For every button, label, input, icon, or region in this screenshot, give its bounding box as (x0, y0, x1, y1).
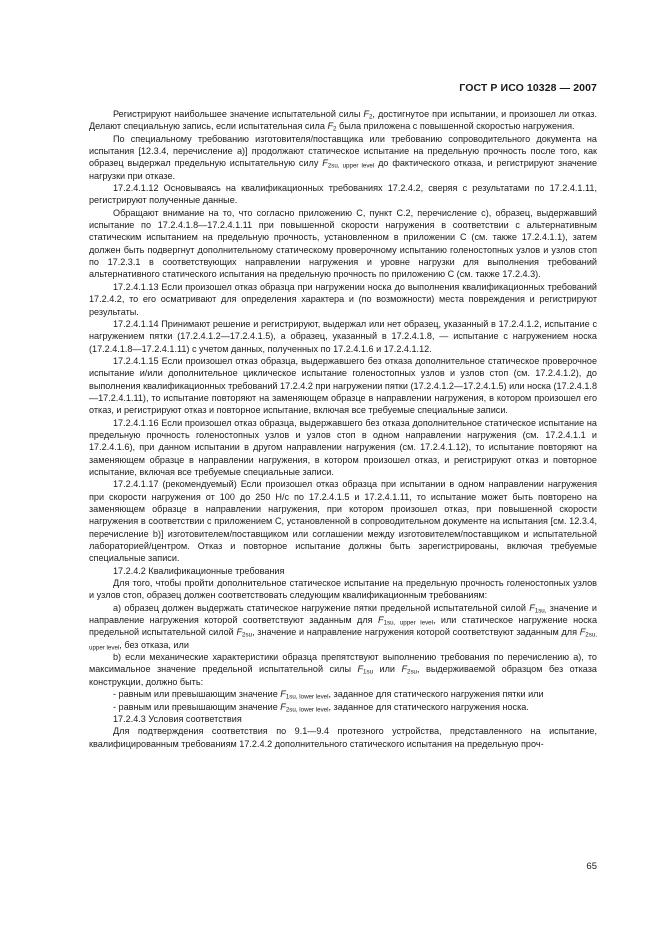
paragraph-max-force-record: Регистрируют наибольшее значение испытательной силы $F_2$, достигнутое при испытании, и произошел ли отказ. Делают специальную запись, если испытательная сила $F_2$ была приложена с повышенной скоростью нагружения. (89, 109, 598, 133)
paragraph-annex-c-note: Обращают внимание на то, что согласно приложению С, пункт С.2, перечисление с), образец, выдержавший испытание по 17.2.4.1.8—17.2.4.1.11 при повышенной скорости нагружения в соответствии с альтернативным статическим испытанием на предельную прочность, установленном в приложении С (см. также 17.2.4.1.1), затем должен быть подвергнут дополнительному статическому проверочному испытанию голеностопных узлов и узлов стоп по 17.2.3.1 в соответствующих направлении нагружения и уровне нагрузки для выполнения требований альтернативного статического испытания на предельную прочность по приложению С (см. также 17.2.4.3). (89, 207, 597, 280)
dash-item-toe: - равным или превышающим значение $F_{2su, lower level}$, заданное для статического нагружения носка. (113, 701, 529, 713)
document-header: ГОСТ Р ИСО 10328 — 2007 (459, 82, 597, 94)
paragraph-17-2-4-1-12: 17.2.4.1.12 Основываясь на квалификационных требованиях 17.2.4.2, сверяя с результатами по 17.2.4.1.11, регистрируют полученные данные. (89, 183, 597, 206)
list-item-a: а) образец должен выдержать статическое нагружение пятки предельной испытательной силой $F_{1su,}$ значение и направление нагружения которой соответствуют заданным для $F_{1su, upper level}$, или статическое нагружение носка предельной испытательной силой $F_{2su}$, значение и направление нагружения которой соответствуют заданным для $F_{2su, upper level}$, без отказа, или (89, 602, 598, 652)
section-heading-17-2-4-2: 17.2.4.2 Квалификационные требования (113, 565, 285, 576)
paragraph-17-2-4-1-13: 17.2.4.1.13 Если произошел отказ образца при нагружении носка до выполнения квалификационных требований 17.2.4.2, то его осматривают для определения характера и (по возможности) места повреждения и регистрируют результаты. (89, 281, 597, 317)
paragraph-17-2-4-1-17: 17.2.4.1.17 (рекомендуемый) Если произошел отказ образца при испытании в одном направлении нагружения при скорости нагружения от 100 до 250 Н/с по 17.2.4.1.5 и 17.2.4.1.11, то испытание может быть повторено на заменяющем образце в направлении нагружения, при котором произошел отказ, при повышенной скорости нагружения в соответствии с приложением С, установленной в сопроводительном документе на испытания [см. 12.3.4, перечисление b)] изготовителем/поставщиком или соглашении между изготовителем/поставщиком и испытательной лабораторией/центром. Отказ и повторное испытание должны быть зарегистрированы, включая требуемые специальные записи. (89, 479, 597, 564)
paragraph-qualification-intro: Для того, чтобы пройти дополнительное статическое испытание на предельную прочность голеностопных узлов и узлов стоп, образец должен соответствовать следующим квалификационным требованиям: (89, 578, 597, 601)
dash-item-heel: - равным или превышающим значение $F_{1su, lower level}$, заданное для статического нагружения пятки или (113, 689, 544, 701)
paragraph-17-2-4-1-16: 17.2.4.1.16 Если произошел отказ образца, выдержавшего без отказа дополнительное статическое испытание на предельную прочность голеностопных узлов и узлов стоп в одном направлении нагружения (см. 17.2.4.1.1 и 17.2.4.1.6), при данном испытании в другом направлении нагружения (см. 17.2.4.1.12), то испытание повторяют на заменяющем образце в направлении нагружения, в котором произошел отказ, и регистрируют отказ и повторное испытание, включая все требуемые специальные записи. (89, 417, 597, 477)
paragraph-special-request: По специальному требованию изготовителя/поставщика или требованию сопроводительного документа на испытания [12.3.4, перечисление а)] продолжают статическое испытание на предельную прочность после того, как образец выдержал предельную испытательную силу $F_{2su, upper level}$ до фактического отказа, и регистрируют значение нагрузки при отказе. (89, 133, 598, 181)
paragraph-conformity: Для подтверждения соответствия по 9.1—9.4 протезного устройства, представленного на испытание, квалифицированным требованиям 17.2.4.2 дополнительного статического испытания на предельную проч- (89, 726, 597, 749)
page-number: 65 (586, 861, 597, 872)
section-heading-17-2-4-3: 17.2.4.3 Условия соответствия (113, 713, 242, 724)
paragraph-17-2-4-1-14: 17.2.4.1.14 Принимают решение и регистрируют, выдержал или нет образец, указанный в 17.2.4.1.2, испытание с нагружением пятки (17.2.4.1.2—17.2.4.1.5), а образец, указанный в 17.2.4.1.8, — испытание с нагружением носка (17.2.4.1.8—17.2.4.1.11) с учетом данных, полученных по 17.2.4.1.6 и 17.2.4.1.12. (89, 318, 597, 354)
list-item-b: b) если механические характеристики образца препятствуют выполнению требования по перечислению а), то максимальное значение предельной испытательной силы $F_{1su}$ или $F_{2su}$, выдерживаемой образцом без отказа конструкции, должно быть: (89, 652, 597, 687)
paragraph-17-2-4-1-15: 17.2.4.1.15 Если произошел отказ образца, выдержавшего без отказа дополнительное статическое проверочное испытание и/или дополнительное циклическое испытание голеностопных узлов и узлов стоп (см. 17.2.4.1.2), до выполнения квалификационных требований 17.2.4.2 при нагружении пятки (17.2.4.1.2—17.2.4.1.5) или носка (17.2.4.1.8—17.2.4.1.11), то испытание повторяют на заменяющем образце в направлении нагружения, в котором произошел его отказ, и регистрируют отказ и повторное испытание, включая все требуемые специальные записи. (89, 355, 597, 416)
document-body (89, 108, 597, 750)
